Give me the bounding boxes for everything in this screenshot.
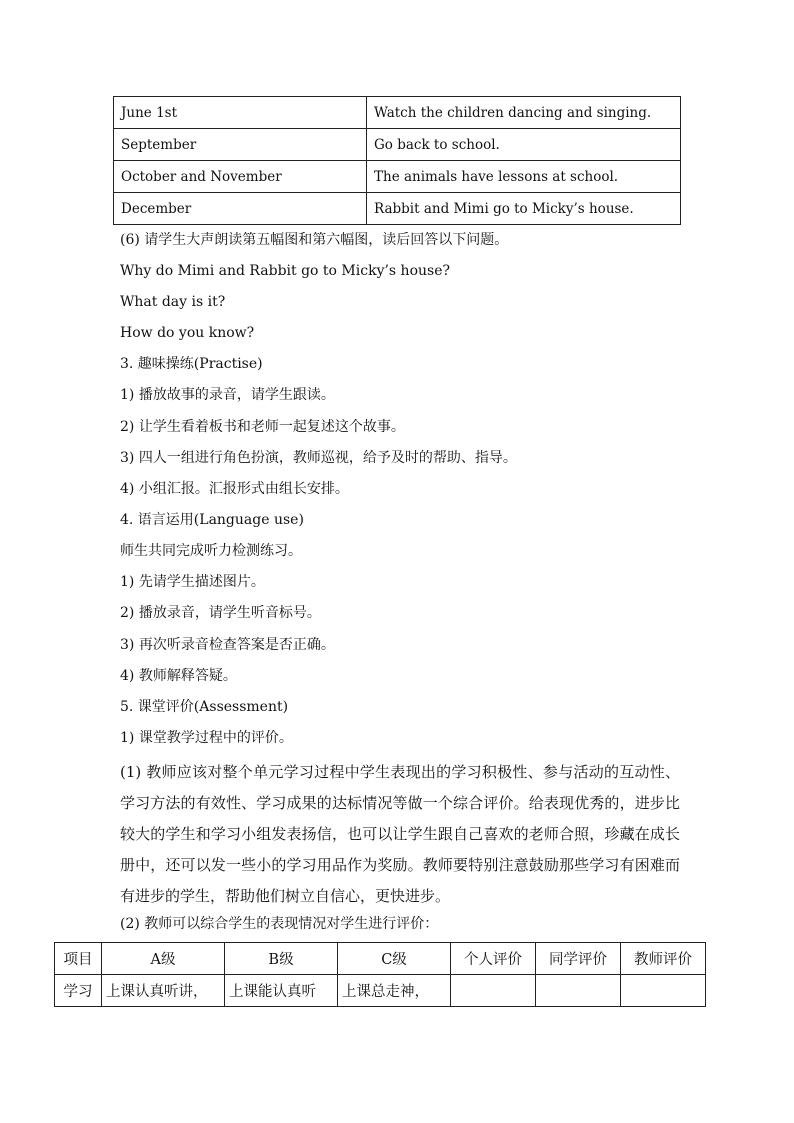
table-cell: 上课认真听讲， — [102, 975, 225, 1007]
table-cell: Go back to school. — [367, 129, 681, 161]
text-line: 2) 让学生看着板书和老师一起复述这个故事。 — [120, 419, 405, 435]
table-cell — [621, 975, 706, 1007]
text-line: (6) 请学生大声朗读第五幅图和第六幅图，读后回答以下问题。 — [120, 232, 509, 248]
table-row — [114, 193, 681, 225]
section-heading: 3. 趣味操练(Practise) — [120, 356, 263, 372]
text-line: 4) 教师解释答疑。 — [120, 668, 237, 684]
evaluation-table — [54, 942, 706, 1007]
table-cell: October and November — [114, 161, 367, 193]
table-cell: 上课能认真听 — [225, 975, 338, 1007]
table-header-cell: A级 — [102, 943, 225, 975]
table-row — [114, 129, 681, 161]
table-cell — [536, 975, 621, 1007]
text-line: 2) 播放录音，请学生听音标号。 — [120, 605, 321, 621]
text-line: 1) 播放故事的录音，请学生跟读。 — [120, 387, 335, 403]
text-line: 3) 再次听录音检查答案是否正确。 — [120, 637, 335, 653]
table-cell: Watch the children dancing and singing. — [367, 97, 681, 129]
table-row — [55, 975, 706, 1007]
text-line: (2) 教师可以综合学生的表现情况对学生进行评价： — [120, 916, 439, 932]
table-cell: The animals have lessons at school. — [367, 161, 681, 193]
table-cell: September — [114, 129, 367, 161]
table-cell: 学习 — [55, 975, 102, 1007]
table-header-cell: B级 — [225, 943, 338, 975]
table-cell: 上课总走神， — [338, 975, 451, 1007]
table-cell: Rabbit and Mimi go to Micky’s house. — [367, 193, 681, 225]
schedule-table — [113, 96, 681, 225]
table-header-cell: 教师评价 — [621, 943, 706, 975]
table-header-cell: C级 — [338, 943, 451, 975]
table-row — [114, 97, 681, 129]
text-line: Why do Mimi and Rabbit go to Micky’s house? — [120, 263, 450, 279]
text-line: 1) 课堂教学过程中的评价。 — [120, 730, 293, 746]
table-cell: June 1st — [114, 97, 367, 129]
table-row — [114, 161, 681, 193]
text-line: 师生共同完成听力检测练习。 — [120, 543, 302, 559]
text-line: 4) 小组汇报。汇报形式由组长安排。 — [120, 481, 349, 497]
section-heading: 4. 语言运用(Language use) — [120, 512, 304, 528]
table-header-cell: 个人评价 — [451, 943, 536, 975]
assessment-paragraph: (1) 教师应该对整个单元学习过程中学生表现出的学习积极性、参与活动的互动性、学习方法的有效性、学习成果的达标情况等做一个综合评价。给表现优秀的，进步比较大的学生和学习小组发表扬信，也可以让学生跟自己喜欢的老师合照，珍藏在成长册中，还可以发一些小的学习用品作为奖励。教师要特别注意鼓励那些学习有困难而有进步的学生，帮助他们树立自信心，更快进步。 — [120, 763, 680, 905]
text-line: 1) 先请学生描述图片。 — [120, 574, 265, 590]
table-cell: December — [114, 193, 367, 225]
text-line: 3) 四人一组进行角色扮演，教师巡视，给予及时的帮助、指导。 — [120, 450, 517, 466]
text-line: What day is it? — [120, 294, 226, 310]
table-header-cell: 项目 — [55, 943, 102, 975]
table-cell — [451, 975, 536, 1007]
table-header-cell: 同学评价 — [536, 943, 621, 975]
table-header-row — [55, 943, 706, 975]
section-heading: 5. 课堂评价(Assessment) — [120, 699, 289, 715]
text-line: How do you know? — [120, 325, 255, 341]
